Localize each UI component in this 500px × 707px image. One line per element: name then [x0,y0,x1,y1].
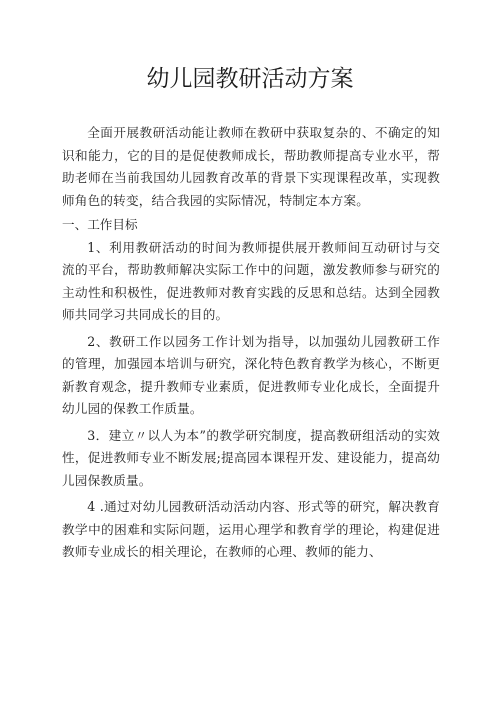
document-title: 幼儿园教研活动方案 [146,66,354,92]
section-heading-goals: 一、工作目标 [62,217,138,232]
goal-item-3: 3．建立〃以人为本”的教学研究制度，提高教研组活动的实效性，促进教师专业不断发展;提高园本课程开发、建设能力，提高幼儿园保教质量。 [62,427,440,488]
goal-item-2: 2、教研工作以园务工作计划为指导，以加强幼儿园教研工作的管理，加强园本培训与研究，深化特色教育教学为核心，不断更新教育观念，提升教师专业素质，促进教师专业化成长，全面提升幼儿园的保教工作质量。 [62,333,440,416]
document-body [62,122,440,564]
intro-paragraph: 全面开展教研活动能让教师在教研中获取复杂的、不确定的知识和能力，它的目的是促使教师成长，帮助教师提高专业水平，帮助老师在当前我国幼儿园教育改革的背景下实现课程改革，实现教师角色的转变，结合我园的实际情况，特制定本方案。 [62,125,440,208]
goal-item-1: 1、利用教研活动的时间为教师提供展开教师间互动研讨与交流的平台，帮助教师解决实际工作中的问题，激发教师参与研究的主动性和积极性，促进教师对教育实践的反思和总结。达到全园教师共同学习共同成长的目的。 [62,239,440,322]
goal-item-4: 4 .通过对幼儿园教研活动活动内容、形式等的研究，解决教育教学中的困难和实际问题，运用心理学和教育学的理论，构建促进教师专业成长的相关理论，在教师的心理、教师的能力、 [62,499,440,559]
